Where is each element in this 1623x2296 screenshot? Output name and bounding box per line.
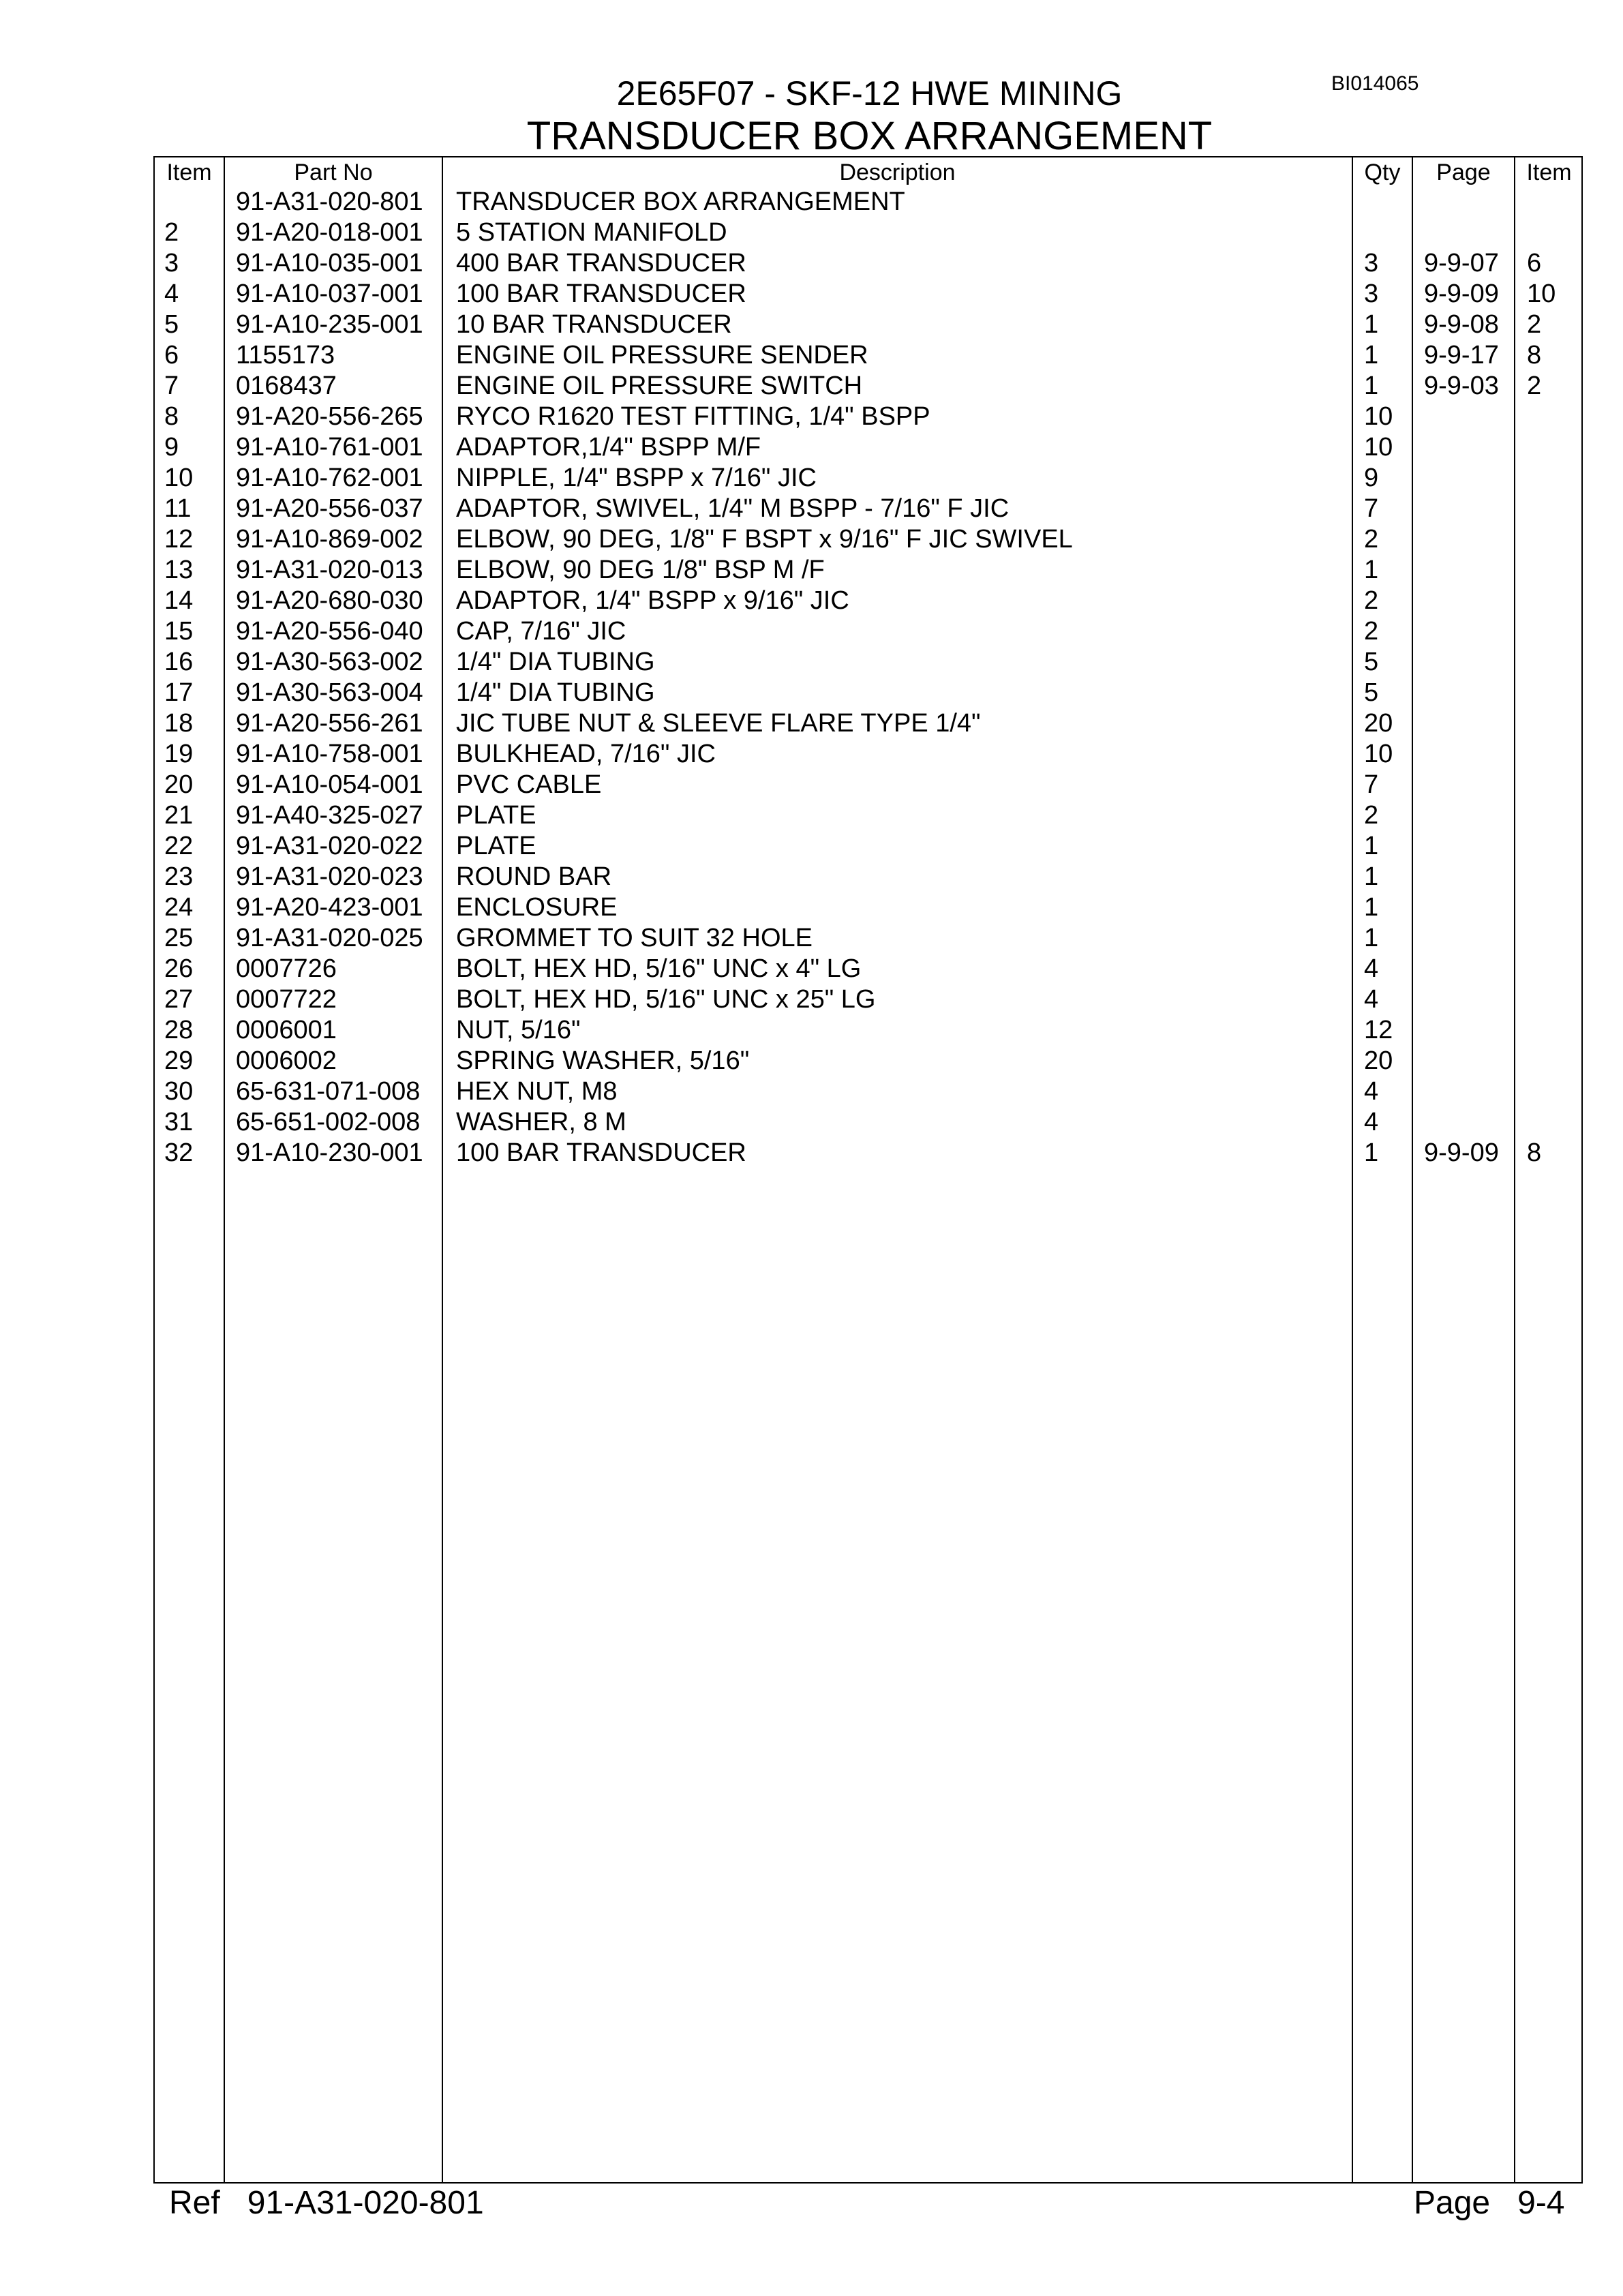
cell-item: 15 xyxy=(164,617,194,646)
cell-part-no: 65-631-071-008 xyxy=(236,1077,421,1106)
cell-description: NIPPLE, 1/4" BSPP x 7/16" JIC xyxy=(456,464,817,492)
cell-part-no: 91-A20-423-001 xyxy=(236,893,423,922)
header-item: Item xyxy=(166,160,212,185)
cell-description: PVC CABLE xyxy=(456,770,602,799)
footer-reference xyxy=(169,2184,484,2222)
cell-part-no: 91-A20-556-265 xyxy=(236,402,423,431)
cell-description: 1/4" DIA TUBING xyxy=(456,648,655,676)
cell-part-no: 0006002 xyxy=(236,1046,337,1075)
cell-description: BOLT, HEX HD, 5/16" UNC x 4" LG xyxy=(456,954,862,983)
cell-part-no: 91-A31-020-013 xyxy=(236,556,423,584)
cell-description: NUT, 5/16" xyxy=(456,1016,581,1044)
cell-qty: 1 xyxy=(1364,862,1379,891)
cell-item: 24 xyxy=(164,893,194,922)
cell-item: 9 xyxy=(164,433,179,462)
cell-description: BOLT, HEX HD, 5/16" UNC x 25" LG xyxy=(456,985,876,1014)
cell-description: ELBOW, 90 DEG, 1/8" F BSPT x 9/16" F JIC SWIVEL xyxy=(456,525,1073,554)
cell-qty: 1 xyxy=(1364,341,1379,369)
cell-item: 26 xyxy=(164,954,194,983)
cell-part-no: 91-A30-563-002 xyxy=(236,648,423,676)
cell-description: GROMMET TO SUIT 32 HOLE xyxy=(456,924,813,952)
cell-item: 18 xyxy=(164,709,194,738)
cell-qty: 3 xyxy=(1364,249,1379,277)
cell-description: ELBOW, 90 DEG 1/8" BSP M /F xyxy=(456,556,825,584)
cell-qty: 4 xyxy=(1364,985,1379,1014)
cell-qty: 2 xyxy=(1364,525,1379,554)
cell-qty: 5 xyxy=(1364,678,1379,707)
cell-item: 19 xyxy=(164,740,194,768)
cell-item: 2 xyxy=(164,218,179,247)
cell-part-no: 0007726 xyxy=(236,954,337,983)
cell-qty: 7 xyxy=(1364,494,1379,523)
cell-qty: 20 xyxy=(1364,709,1393,738)
cell-description: SPRING WASHER, 5/16" xyxy=(456,1046,750,1075)
cell-description: ADAPTOR, SWIVEL, 1/4" M BSPP - 7/16" F JIC xyxy=(456,494,1010,523)
cell-part-no: 91-A31-020-022 xyxy=(236,832,423,860)
cell-qty: 2 xyxy=(1364,586,1379,615)
cell-item: 7 xyxy=(164,372,179,400)
cell-part-no: 91-A10-235-001 xyxy=(236,310,423,339)
cell-item: 14 xyxy=(164,586,194,615)
page-value: 9-4 xyxy=(1517,2185,1565,2221)
cell-item: 30 xyxy=(164,1077,194,1106)
cell-part-no: 91-A20-556-040 xyxy=(236,617,423,646)
cell-item: 6 xyxy=(164,341,179,369)
cell-item-ref: 2 xyxy=(1527,310,1542,339)
cell-description: 10 BAR TRANSDUCER xyxy=(456,310,732,339)
cell-item-ref: 10 xyxy=(1527,280,1556,308)
cell-description: 400 BAR TRANSDUCER xyxy=(456,249,746,277)
cell-item: 20 xyxy=(164,770,194,799)
cell-description: ENGINE OIL PRESSURE SENDER xyxy=(456,341,868,369)
cell-part-no: 91-A10-230-001 xyxy=(236,1138,423,1167)
header-item-ref: Item xyxy=(1526,160,1572,185)
cell-description: ENGINE OIL PRESSURE SWITCH xyxy=(456,372,863,400)
cell-item: 11 xyxy=(164,494,192,523)
cell-part-no: 91-A20-680-030 xyxy=(236,586,423,615)
cell-item: 8 xyxy=(164,402,179,431)
cell-description: TRANSDUCER BOX ARRANGEMENT xyxy=(456,187,905,216)
cell-qty: 5 xyxy=(1364,648,1379,676)
cell-description: WASHER, 8 M xyxy=(456,1108,626,1136)
cell-page: 9-9-07 xyxy=(1424,249,1499,277)
cell-qty: 2 xyxy=(1364,801,1379,830)
footer-page-number xyxy=(1414,2184,1565,2222)
cell-description: PLATE xyxy=(456,832,536,860)
cell-qty: 1 xyxy=(1364,1138,1379,1167)
cell-page: 9-9-03 xyxy=(1424,372,1499,400)
cell-part-no: 0007722 xyxy=(236,985,337,1014)
cell-item: 27 xyxy=(164,985,194,1014)
cell-part-no: 91-A20-556-261 xyxy=(236,709,423,738)
cell-item: 22 xyxy=(164,832,194,860)
cell-item: 29 xyxy=(164,1046,194,1075)
cell-item: 5 xyxy=(164,310,179,339)
cell-description: 100 BAR TRANSDUCER xyxy=(456,1138,746,1167)
cell-qty: 1 xyxy=(1364,832,1379,860)
cell-page: 9-9-09 xyxy=(1424,1138,1499,1167)
cell-part-no: 0168437 xyxy=(236,372,337,400)
cell-part-no: 91-A20-018-001 xyxy=(236,218,423,247)
cell-part-no: 91-A10-054-001 xyxy=(236,770,423,799)
cell-qty: 1 xyxy=(1364,310,1379,339)
cell-qty: 10 xyxy=(1364,740,1393,768)
parts-table xyxy=(153,156,1583,2184)
cell-part-no: 91-A40-325-027 xyxy=(236,801,423,830)
cell-qty: 12 xyxy=(1364,1016,1393,1044)
cell-qty: 7 xyxy=(1364,770,1379,799)
cell-qty: 20 xyxy=(1364,1046,1393,1075)
cell-item: 16 xyxy=(164,648,194,676)
cell-item-ref: 6 xyxy=(1527,249,1542,277)
cell-item: 12 xyxy=(164,525,194,554)
cell-description: ADAPTOR, 1/4" BSPP x 9/16" JIC xyxy=(456,586,849,615)
cell-part-no: 91-A10-762-001 xyxy=(236,464,423,492)
cell-item: 31 xyxy=(164,1108,194,1136)
cell-item-ref: 8 xyxy=(1527,1138,1542,1167)
cell-item: 28 xyxy=(164,1016,194,1044)
cell-part-no: 91-A10-869-002 xyxy=(236,525,423,554)
header-part-no: Part No xyxy=(294,160,373,185)
cell-qty: 10 xyxy=(1364,433,1393,462)
cell-item: 25 xyxy=(164,924,194,952)
column-divider xyxy=(1412,157,1413,2182)
cell-description: PLATE xyxy=(456,801,536,830)
cell-description: BULKHEAD, 7/16" JIC xyxy=(456,740,716,768)
cell-item: 13 xyxy=(164,556,194,584)
document-code: BI014065 xyxy=(1331,72,1419,95)
cell-qty: 4 xyxy=(1364,1108,1379,1136)
header-qty: Qty xyxy=(1364,160,1401,185)
cell-page: 9-9-17 xyxy=(1424,341,1499,369)
cell-qty: 1 xyxy=(1364,924,1379,952)
cell-description: JIC TUBE NUT & SLEEVE FLARE TYPE 1/4" xyxy=(456,709,981,738)
header-page: Page xyxy=(1436,160,1491,185)
column-divider xyxy=(1514,157,1515,2182)
cell-qty: 1 xyxy=(1364,893,1379,922)
cell-qty: 4 xyxy=(1364,1077,1379,1106)
cell-qty: 9 xyxy=(1364,464,1379,492)
cell-part-no: 91-A10-037-001 xyxy=(236,280,423,308)
cell-description: ADAPTOR,1/4" BSPP M/F xyxy=(456,433,761,462)
cell-item: 10 xyxy=(164,464,194,492)
cell-description: CAP, 7/16" JIC xyxy=(456,617,626,646)
cell-part-no: 0006001 xyxy=(236,1016,337,1044)
cell-description: ROUND BAR xyxy=(456,862,612,891)
cell-item: 4 xyxy=(164,280,179,308)
cell-page: 9-9-09 xyxy=(1424,280,1499,308)
cell-item: 21 xyxy=(164,801,194,830)
cell-description: RYCO R1620 TEST FITTING, 1/4" BSPP xyxy=(456,402,930,431)
cell-description: 1/4" DIA TUBING xyxy=(456,678,655,707)
ref-label: Ref xyxy=(169,2185,220,2221)
cell-item: 3 xyxy=(164,249,179,277)
cell-part-no: 1155173 xyxy=(236,341,335,369)
cell-part-no: 91-A31-020-801 xyxy=(236,187,423,216)
cell-qty: 1 xyxy=(1364,372,1379,400)
cell-part-no: 91-A10-758-001 xyxy=(236,740,423,768)
cell-part-no: 91-A30-563-004 xyxy=(236,678,423,707)
cell-item: 32 xyxy=(164,1138,194,1167)
cell-part-no: 65-651-002-008 xyxy=(236,1108,421,1136)
cell-description: HEX NUT, M8 xyxy=(456,1077,618,1106)
cell-description: 100 BAR TRANSDUCER xyxy=(456,280,746,308)
cell-description: ENCLOSURE xyxy=(456,893,618,922)
column-divider xyxy=(1352,157,1353,2182)
column-divider xyxy=(442,157,443,2182)
cell-part-no: 91-A10-035-001 xyxy=(236,249,423,277)
cell-qty: 1 xyxy=(1364,556,1379,584)
cell-item-ref: 2 xyxy=(1527,372,1542,400)
cell-item-ref: 8 xyxy=(1527,341,1542,369)
header-description: Description xyxy=(839,160,956,185)
cell-item: 17 xyxy=(164,678,194,707)
cell-item: 23 xyxy=(164,862,194,891)
cell-part-no: 91-A10-761-001 xyxy=(236,433,423,462)
cell-qty: 3 xyxy=(1364,280,1379,308)
cell-part-no: 91-A31-020-025 xyxy=(236,924,423,952)
document-subtitle: TRANSDUCER BOX ARRANGEMENT xyxy=(526,114,1213,158)
cell-part-no: 91-A20-556-037 xyxy=(236,494,423,523)
page-label: Page xyxy=(1414,2185,1491,2221)
cell-page: 9-9-08 xyxy=(1424,310,1499,339)
cell-qty: 4 xyxy=(1364,954,1379,983)
ref-value: 91-A31-020-801 xyxy=(247,2185,484,2221)
cell-qty: 10 xyxy=(1364,402,1393,431)
cell-part-no: 91-A31-020-023 xyxy=(236,862,423,891)
column-divider xyxy=(224,157,225,2182)
cell-description: 5 STATION MANIFOLD xyxy=(456,218,727,247)
document-title: 2E65F07 - SKF-12 HWE MINING xyxy=(616,74,1123,112)
cell-qty: 2 xyxy=(1364,617,1379,646)
